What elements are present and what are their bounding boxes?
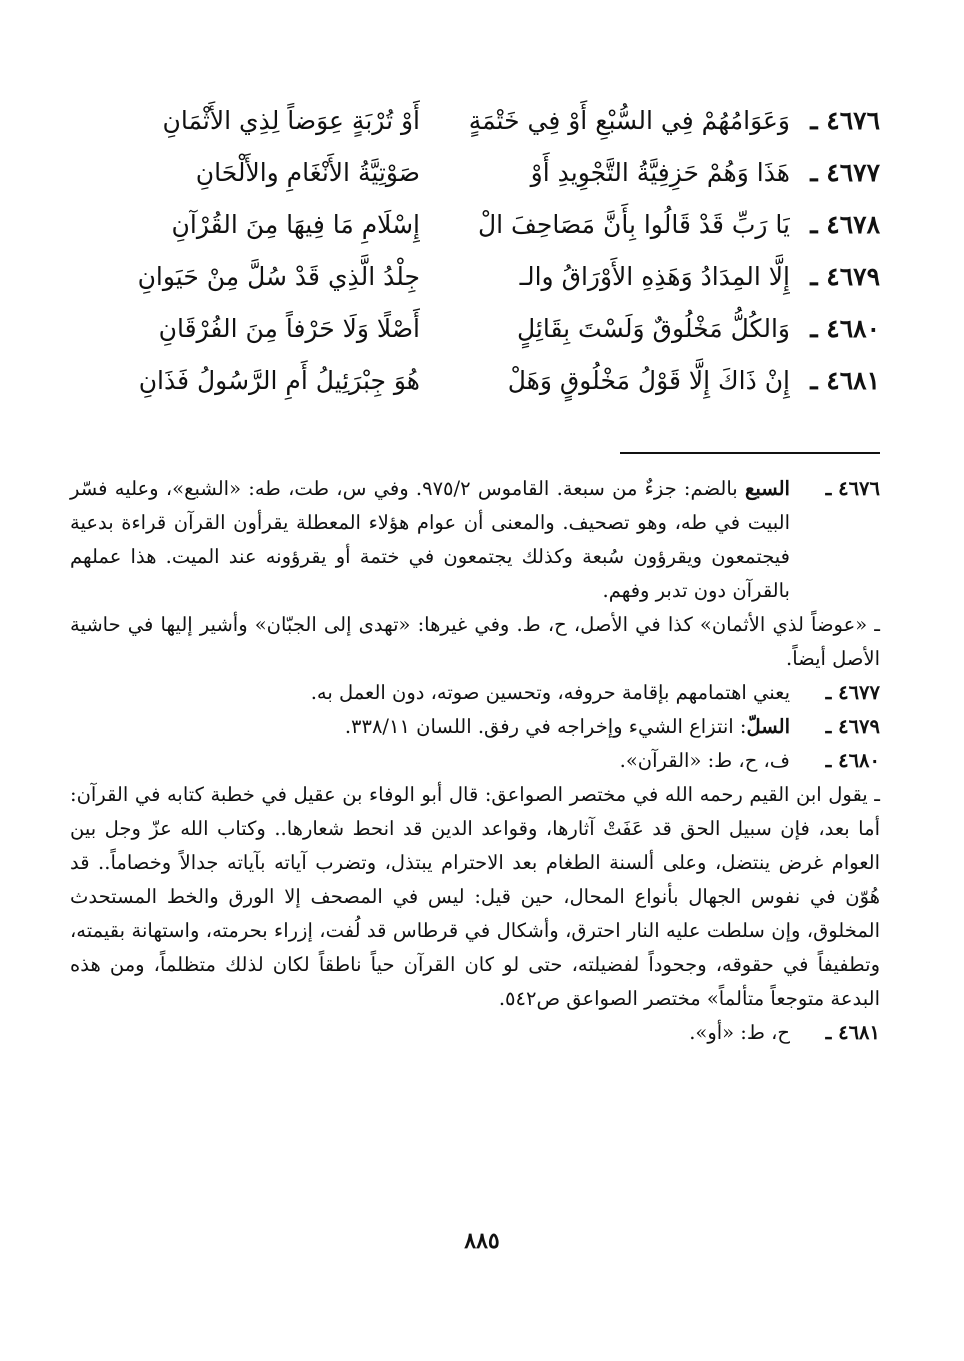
footnote-4681 [70,1016,880,1050]
footnote-4679 [70,710,880,744]
verse-number: ٤٦٧٧ ـ [810,158,880,187]
footnote-number: ٤٦٨٠ ـ [825,749,880,772]
verse-first-hemistich: هَذَا وَهُمْ حَزِفِيَّةُ التَّجْوِيدِ أَوْ [530,158,790,187]
verse-first-hemistich: إِنْ ذَاكَ إِلَّا قَوْلُ مَخْلُوقٍ وَهَلْ [507,366,790,395]
footnote-text: ح، ط: «أو». [689,1021,790,1044]
verse-number: ٤٦٧٦ ـ [810,106,880,135]
verse-row [70,147,880,199]
footnote-text: : انتزاع الشيء وإخراجه في رفق. اللسان ٣٣٨/١١. [344,715,747,738]
verse-row [70,95,880,147]
verse-second-hemistich: هُوَ جِبْرَئِيلُ أَمِ الرَّسُولُ فَذَانِ [138,366,420,395]
verse-second-hemistich: أَصْلًا وَلَا حَرْفاً مِنَ الفُرْقَانِ [158,314,420,343]
verse-second-hemistich: صَوْتِيَّةُ الأَنْغَامِ والأَلْحَانِ [195,158,420,187]
footnote-4677 [70,676,880,710]
footnote-separator [620,452,880,454]
verse-row [70,199,880,251]
footnotes [70,472,880,1050]
verse-block [70,95,880,407]
verse-second-hemistich: إِسْلَامِ مَا فِيهَا مِنَ القُرْآنِ [171,210,420,239]
verse-number: ٤٦٧٩ ـ [810,262,880,291]
footnote-text: ف، ح، ط: «القرآن». [619,749,790,772]
verse-second-hemistich: جِلْدُ الَّذِي قَدْ سُلَّ مِنْ حَيَوانِ [137,262,420,291]
footnote-text: يعني اهتمامهم بإقامة حروفه، وتحسين صوته، دون العمل به. [310,681,790,704]
page-number: ٨٨٥ [464,1228,500,1254]
footnote-number: ٤٦٧٧ ـ [825,681,880,704]
footnote-continuation: ـ «عوضاً لذي الأثمان» كذا في الأصل، ح، ط. وفي غيرها: «تهدى إلى الجبّان» وأشير إليها في حاشية الأصل أيضاً. [70,613,880,670]
footnote-4676 [70,472,880,608]
verse-first-hemistich: وَالكُلُّ مَخْلُوقٌ وَلَسْتَ بِقَائِلٍ [517,314,790,343]
verse-first-hemistich: إِلَّا المِدَادُ وَهَذِهِ الأَوْرَاقُ والـ [519,262,790,291]
footnote-number: ٤٦٨١ ـ [825,1021,880,1044]
footnote-number: ٤٦٧٩ ـ [825,715,880,738]
verse-row [70,303,880,355]
footnote-text: بالضم: جزءٌ من سبعة. القاموس ٩٧٥/٢. وفي س، طت، طه: «الشبع»، وعليه فسّر البيت في طه، وهو تصحيف. والمعنى أن عوام هؤلاء المعطلة يقرأون القرآن قراءة بدعية فيجتمعون ويقرؤون سُبعة وكذلك يجتمعون في ختمة أو يقرؤونه عند الميت. هذا عملهم بالقرآن دون تدبر وفهم. [70,477,790,602]
verse-second-hemistich: أَوْ تُرْبَةٍ عِوَضاً لِذِي الأَثْمَانِ [162,106,420,135]
verse-number: ٤٦٨١ ـ [810,366,880,395]
verse-row [70,251,880,303]
verse-row [70,355,880,407]
footnote-number: ٤٦٧٦ ـ [825,477,880,500]
footnote-continuation: ـ يقول ابن القيم رحمه الله في مختصر الصواعق: قال أبو الوفاء بن عقيل في خطبة كتابه في القرآن: أما بعد، فإن سبيل الحق قد عَفَتْ آثارها، وقواعد الدين قد انحط شعارها.. وكتاب الله عزّ وجل بين العوام غرض ينتضل، وعلى ألسنة الطغام بعد الاحترام يبتذل، وتضرب آياته بآياته جدالاً وخصاماً.. قد هُوّن في نفوس الجهال بأنواع المحال، حين قيل: ليس في المصحف إلا الورق والخط المستحدث المخلوق، وإن سلطت عليه النار احترق، وأشكال في قرطاس قد لُفت، إزراء بحرمته، واستهانة بقيمته، وتطفيفاً في حقوقه، وجحوداً لفضيلته، حتى لو كان القرآن حياً ناطقاً لكان لذلك متظلماً، ومن هذه البدعة متوجعاً متألماً» مختصر الصواعق ص٥٤٢. [70,783,880,1010]
footnote-term: السلّ [746,715,790,738]
footnote-4680 [70,744,880,778]
verse-number: ٤٦٧٨ ـ [810,210,880,239]
footnote-term: السبع [744,477,790,500]
verse-first-hemistich: يَا رَبِّ قَدْ قَالُوا بِأَنَّ مَصَاحِفَ الْ [477,210,790,239]
verse-first-hemistich: وَعَوَامُهُمْ فِي السُّبْعِ أَوْ فِي خَتْمَةٍ [468,106,790,135]
page-content [70,95,880,1050]
verse-number: ٤٦٨٠ ـ [810,314,880,343]
